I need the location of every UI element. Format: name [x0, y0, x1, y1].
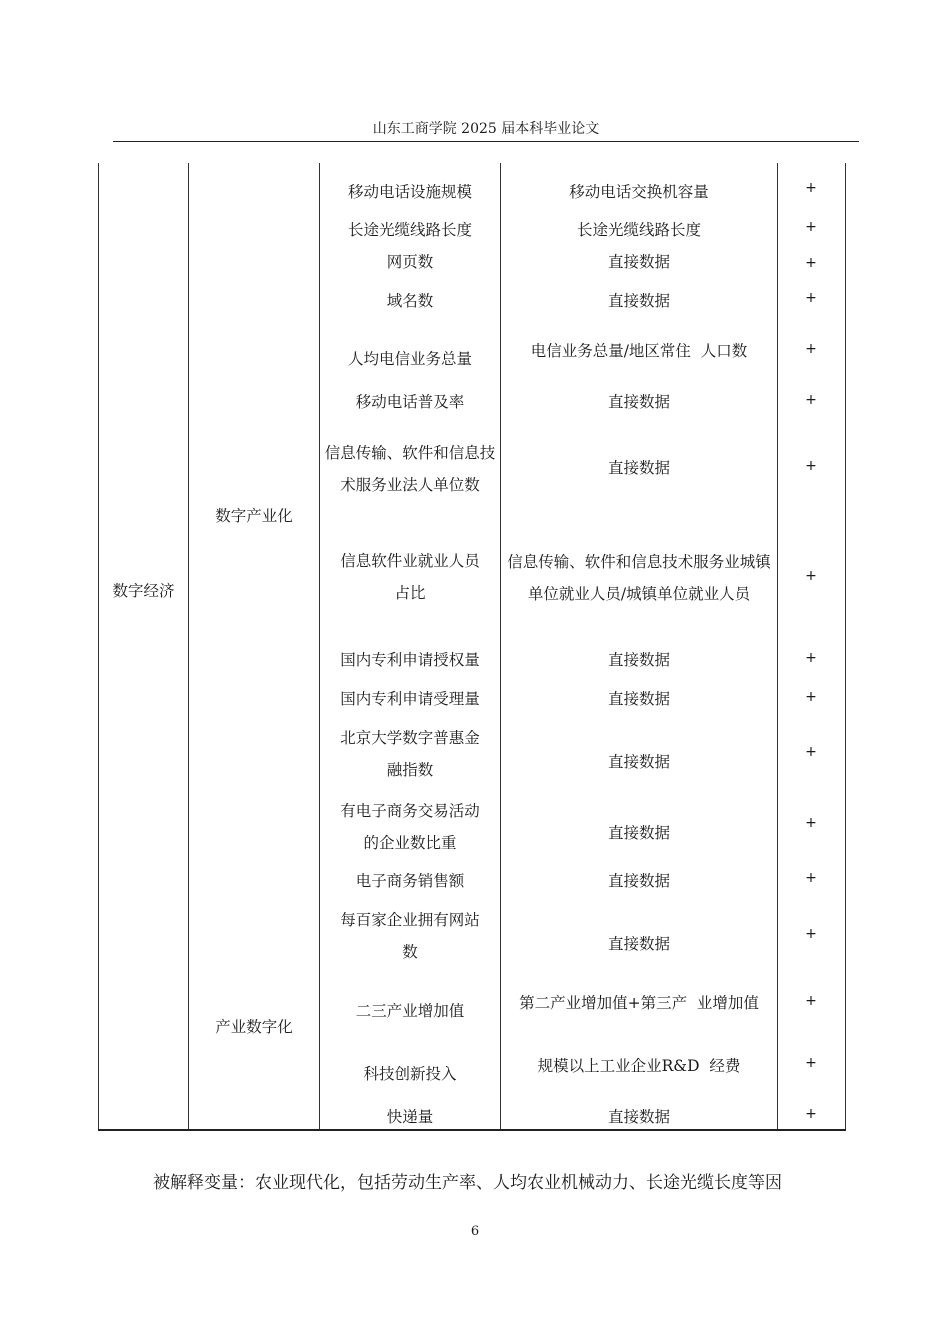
- indicator-cell: 有电子商务交易活动 的企业数比重: [340, 802, 480, 852]
- definition-cell: 直接数据: [607, 651, 670, 669]
- indicator-cell: 二三产业增加值: [355, 1002, 465, 1020]
- direction-cell: +: [805, 650, 817, 666]
- definition-cell: 直接数据: [607, 753, 670, 771]
- definition-cell: 直接数据: [607, 824, 670, 842]
- indicator-cell: 域名数: [386, 292, 434, 310]
- definition-cell: 直接数据: [607, 253, 670, 271]
- indicator-cell: 科技创新投入: [363, 1065, 457, 1083]
- indicator-cell: 国内专利申请受理量: [340, 690, 480, 708]
- table-divider-1: [188, 163, 189, 1131]
- direction-cell: +: [805, 1055, 817, 1071]
- direction-cell: +: [805, 568, 817, 584]
- definition-cell: 电信业务总量/地区常住 人口数: [530, 342, 748, 360]
- indicator-cell: 北京大学数字普惠金 融指数: [340, 729, 480, 779]
- level2-cell-industrial-digitalization: 产业数字化: [215, 1018, 293, 1036]
- direction-cell: +: [805, 255, 817, 271]
- direction-cell: +: [805, 870, 817, 886]
- definition-cell: 直接数据: [607, 292, 670, 310]
- direction-cell: +: [805, 815, 817, 831]
- page-number: 6: [470, 1224, 480, 1239]
- indicator-cell: 国内专利申请授权量: [340, 651, 480, 669]
- definition-cell: 直接数据: [607, 935, 670, 953]
- definition-cell: 长途光缆线路长度: [576, 221, 701, 239]
- indicator-cell: 信息软件业就业人员 占比: [340, 552, 480, 602]
- indicator-cell: 移动电话设施规模: [347, 183, 472, 201]
- indicator-cell: 网页数: [386, 253, 434, 271]
- definition-cell: 直接数据: [607, 1108, 670, 1126]
- definition-cell: 直接数据: [607, 872, 670, 890]
- definition-cell: 直接数据: [607, 393, 670, 411]
- direction-cell: +: [805, 180, 817, 196]
- direction-cell: +: [805, 1106, 817, 1122]
- definition-cell: 规模以上工业企业R&D 经费: [537, 1057, 741, 1075]
- table-border-right: [845, 163, 846, 1131]
- direction-cell: +: [805, 290, 817, 306]
- direction-cell: +: [805, 392, 817, 408]
- definition-cell: 信息传输、软件和信息技术服务业城镇 单位就业人员/城镇单位就业人员: [507, 553, 771, 603]
- indicator-cell: 电子商务销售额: [355, 872, 465, 890]
- direction-cell: +: [805, 458, 817, 474]
- level1-cell: 数字经济: [112, 582, 175, 600]
- direction-cell: +: [805, 341, 817, 357]
- header-rule: [113, 141, 859, 142]
- level2-cell-digital-industrialization: 数字产业化: [215, 507, 293, 525]
- definition-cell: 第二产业增加值+第三产 业增加值: [519, 994, 759, 1012]
- direction-cell: +: [805, 219, 817, 235]
- indicator-cell: 移动电话普及率: [355, 393, 465, 411]
- table-border-left: [98, 163, 99, 1131]
- definition-cell: 移动电话交换机容量: [569, 183, 709, 201]
- indicator-cell: 快递量: [386, 1108, 434, 1126]
- running-header: 山东工商学院 2025 届本科毕业论文: [372, 121, 600, 137]
- indicator-cell: 长途光缆线路长度: [347, 221, 472, 239]
- definition-cell: 直接数据: [607, 690, 670, 708]
- direction-cell: +: [805, 993, 817, 1009]
- indicator-cell: 人均电信业务总量: [347, 350, 472, 368]
- indicator-cell: 每百家企业拥有网站 数: [340, 911, 480, 961]
- table-divider-4: [777, 163, 778, 1131]
- direction-cell: +: [805, 926, 817, 942]
- direction-cell: +: [805, 689, 817, 705]
- direction-cell: +: [805, 744, 817, 760]
- indicator-cell: 信息传输、软件和信息技 术服务业法人单位数: [324, 444, 496, 494]
- body-paragraph: 被解释变量：农业现代化，包括劳动生产率、人均农业机械动力、长途光缆长度等因: [153, 1173, 782, 1193]
- definition-cell: 直接数据: [607, 459, 670, 477]
